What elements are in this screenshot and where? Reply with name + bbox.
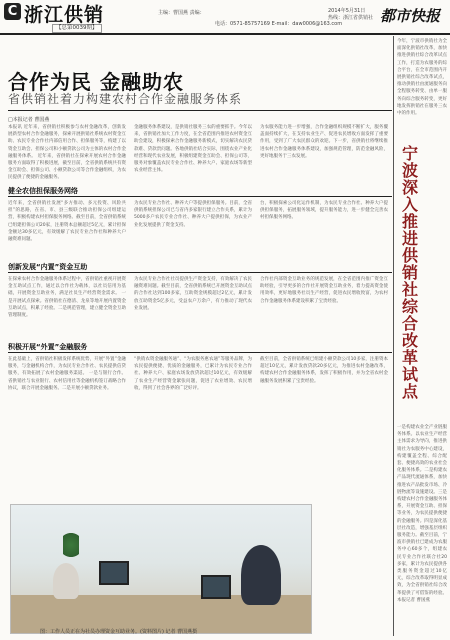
section-3-col-3: 截至目前，全省供销系统已组建小额贷款公司10多家，注册资本超过10亿元，累计发放贷款20多亿元，为推进农村金融改革，构建农村合作金融服务体系，发挥了积极作用，并为全省农村金融服务发展积累了宝贵经验。 [260,357,388,384]
newspaper-name: 都市快报 [380,7,441,25]
section-title: 浙江供销 [24,4,105,26]
byline: □本报记者 曹国燕 [8,117,50,123]
issue-number: 【总第0039期】 [52,24,102,33]
headline-rule [8,110,392,111]
article-subhead: 省供销社着力构建农村合作金融服务体系 [8,92,243,106]
article-photo [10,504,312,634]
section-2-col-3: 合作社内部资金互助业务的规范发展，在全省范围内推广资金互助经验，引导更多的合作社开展资金互助业务，着力提高资金使用效率，更好地服务社员生产经营，促进农民增收致富，为农村合作金融服务体系建设积累了宝贵经验。 [260,277,388,304]
section-1-col-3: 台，积极探索公司化运作机制，为农民专业合作社、种养大户提供担保服务，拓展服务领域，提升服务能力，进一步健全完善农村担保服务网络。 [260,201,388,221]
section-2-title: 创新发展“内置”资金互助 [8,263,88,271]
photo-person-right [241,545,281,605]
masthead-rule [0,33,450,35]
photo-monitor [99,561,129,585]
section-2-col-1: 在探索农村合作金融服务体系过程中，省供销社重视开展资金互助试点工作，通过以合作社为载体，以社员信用为基础，开展资金互助业务，满足社员生产经营资金需求。 一是开展试点探索。省供销社在德清、龙泉等地开展内置资金互助试点，积累了经验。二是规范管理，建立健全资金互助管理制度。 [8,277,126,319]
photo-caption: 图：工作人员正在为社员办理资金互助业务。(资料图片) 记者 曹国燕摄 [40,629,198,635]
section-3-rule [8,352,392,353]
sidebar-bottom-text: 一是构建农业全产业链服务体系。以农业生产经营主体需求为导向，推进供销社为农服务中心建设，构建覆盖全程、综合配套、便捷高效的农业社会化服务体系。二是构建农产品现代流通体系，加快推进农产品批发市场、冷链物流等设施建设。三是构建农村合作金融服务体系，开展资金互助、担保等业务，为农民提供便捷的金融服务。四是深化基层社改造，增强基层组织服务能力。截至目前，宁波市供销社已建成为农服务中心60多个，组建农民专业合作社联合社20多家，累计为农民提供各类服务资金超过10亿元，综合改革取得明显成效，为全省供销社综合改革提供了可借鉴的经验。 本报记者 曹国燕 [397,425,447,603]
date-line: 2014年5月31日 热线：浙江省供销社 [328,8,374,21]
intro-col-2: 金融服务体系建设，是供销社服务三农的重要抓手。今年以来，省供销社加大工作力度，在全省范围内推进农村资金互助会建设，积极探索合作金融服务新模式，切实解决农民贷款难、贷款贵问题。各地供销社结合实际，围绕农业产业化经营和现代农业发展，积极组建资金互助会、担保公司等，服务对象覆盖农民专业合作社、种养大户、家庭农场等新型农业经营主体。 [134,125,252,174]
section-1-col-1: 近年来，全省供销社发展“多方推动、多元投资、风险共担”的思路，在省、市、县三级联合推动担保公司组建运营，积极构建农村担保服务网络。截至目前，全省供销系统已组建担保公司20家，注册资本总额超过5亿元，累计担保金额达30多亿元，有效缓解了农民专业合作社和种养大户融资难问题。 [8,201,126,243]
photo-plant [63,533,79,563]
editors-line: 主编：曹国燕 责编： [158,10,205,16]
section-3-col-1: 在此基础上，省供销社积极发挥系统优势，开展“外置”金融服务，与金融机构合作，为农民专业合作社、农民提供信贷服务，有效拓展了农村金融服务渠道。 一是与银行合作。省供销社与农业银行、农村信用社等金融机构签订战略合作协议，联合开展金融服务。二是开展小额贷款业务。 [8,357,126,391]
section-2-col-2: 为农民专业合作社社员提供生产资金支持，有效解决了农民融资难问题。截至目前，全省供销系统已开展资金互助试点的合作社达到100多家，互助资金规模超过2亿元，累计发放互助资金5亿多元，受益农户万余户，有力推动了现代农业发展。 [134,277,252,311]
article-headline: 合作为民 金融助农 [8,70,184,94]
intro-col-3: 为农服务能力进一步增强，合作金融组织规模不断扩大，服务覆盖面持续扩大，在支持农业生产、促进农民增收方面发挥了重要作用，受到了广大农民群众的欢迎。下一步，省供销社将继续推进农村合作金融服务体系建设，加强规范管理，防范金融风险，更好地服务于三农发展。 [260,125,388,159]
contact-line: 电话：0571-85757169 E-mail：daw0006@163.com [215,21,343,27]
section-badge: C [4,3,21,20]
photo-person-left [53,563,79,599]
photo-monitor-2 [201,575,231,599]
section-1-title: 健全农信担保服务网络 [8,187,78,195]
intro-col-1: 本报讯 近年来，省供销社积极参与农村金融改革，创新发展新型农村合作金融服务，探索开展供销社系统农村资金互助、农民专业合作社内部信用合作、担保服务等，构建了以资金互助会、担保公司和小额贷款公司为主体的农村合作金融服务体系。 近年来，省供销社在探索开展农村合作金融服务方面取得了积极进展，截至目前，全省供销系统共有资金互助会、担保公司、小额贷款公司等合作金融组织，为农民提供了便捷的金融服务。 [8,125,126,181]
section-3-title: 积极开展“外置”金融服务 [8,343,88,351]
section-1-rule [8,196,392,197]
column-divider [393,36,394,636]
section-3-col-2: “供销农资金融服务通”、“为农服务惠农通”等服务品牌，为农民提供便捷、优质的金融服务，已累计为农民专业合作社、种养大户、家庭农场发放贷款超过10亿元，有效缓解了农业生产经营资金紧张问题，促进了农业增效、农民增收，得到了社会各界的广泛好评。 [134,357,252,391]
section-2-rule [8,272,392,273]
sidebar-top-text: 今年，宁波市供销社为全面深化供销社改革，加快推进供销社综合改革试点工作，打造为农服务的综合平台，在全市范围内开展供销社综合改革试点，推动供销社由流通服务向全程服务转变、由单一服务向综合服务转变，更好地发挥供销社在服务三农中的作用。 [397,39,447,117]
section-1-col-2: 为农民专业合作社、种养大户等提供担保服务。目前，全省供销系统担保公司已与省内多家银行建立合作关系，累计为5000多户农民专业合作社、种养大户提供担保，为农业产业化发展提供了资金支持。 [134,201,252,228]
sidebar-title: 宁波深入推进供销社综合改革试点 [402,144,419,401]
